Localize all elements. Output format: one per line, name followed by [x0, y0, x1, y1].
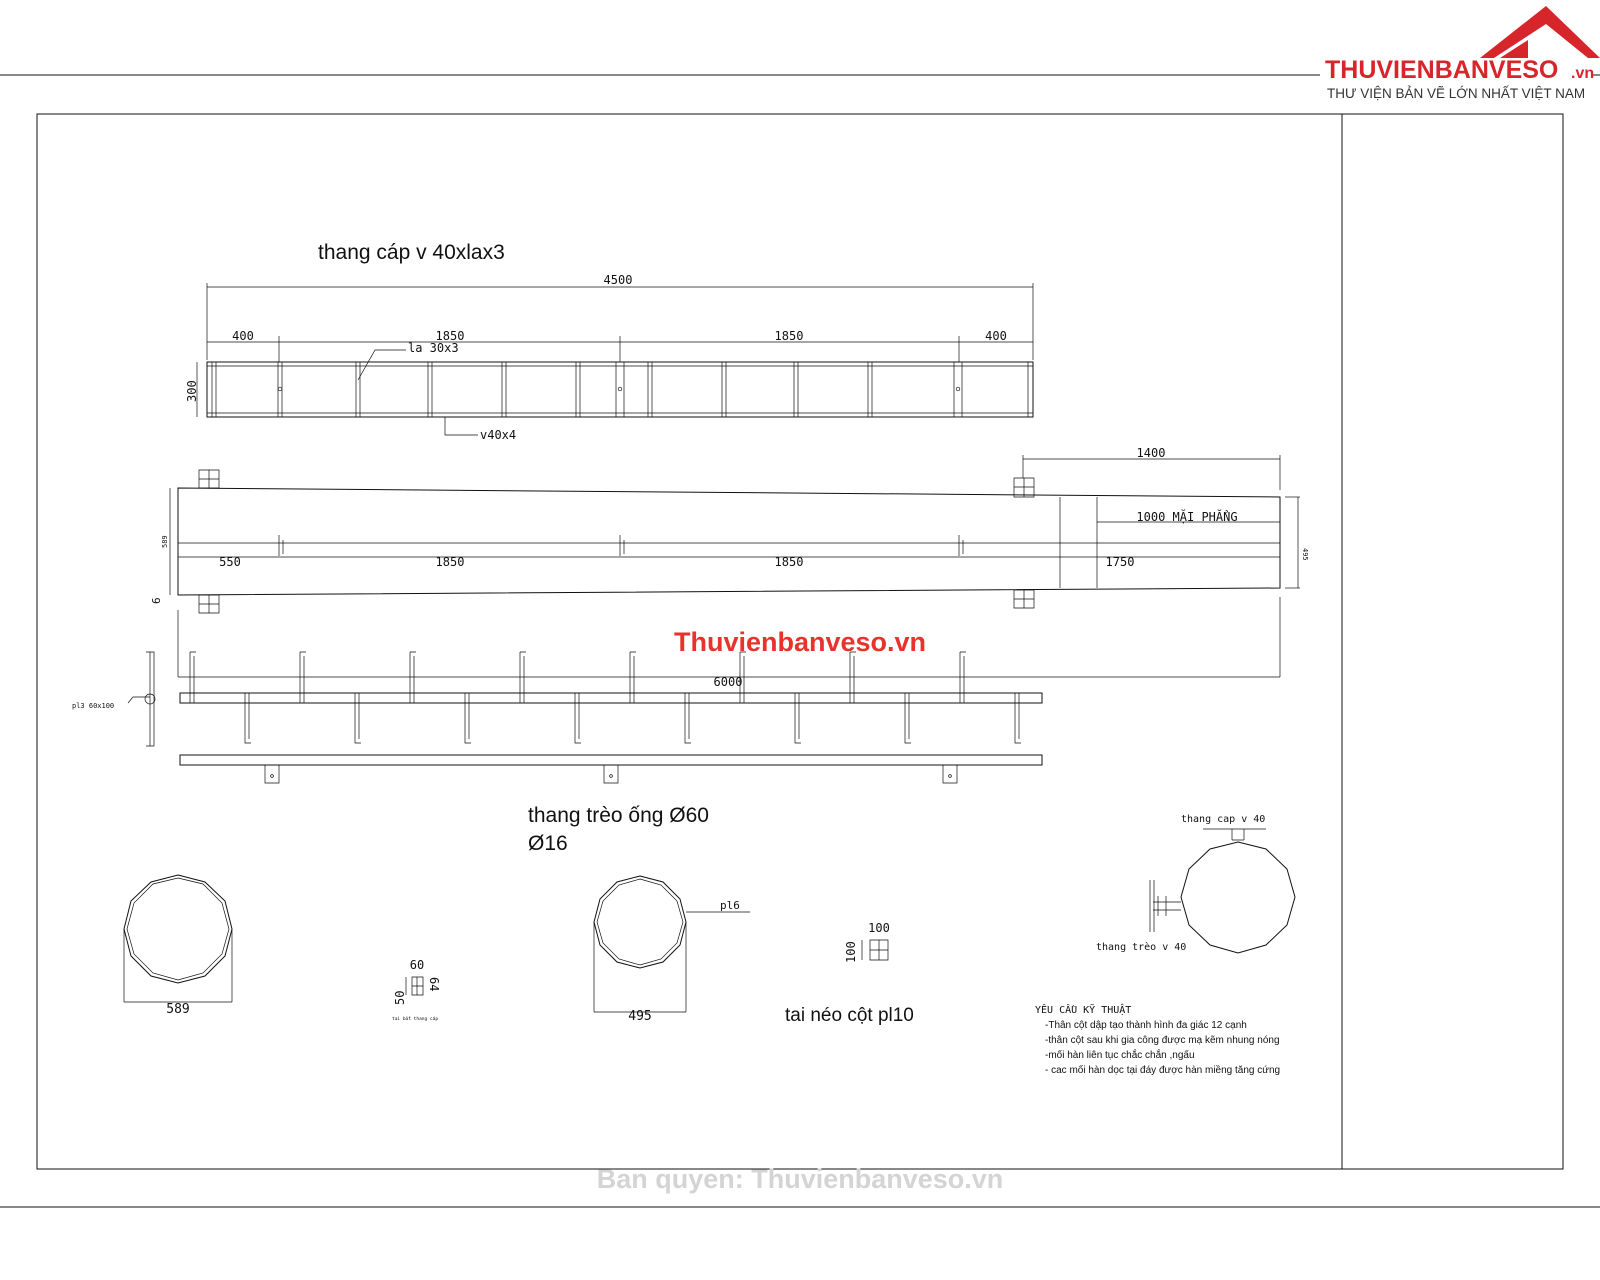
climbing-ladder: [72, 652, 1042, 855]
dim-seg-3: 1850: [774, 329, 804, 343]
dim-589-side: 589: [161, 535, 169, 548]
ladder-brackets: [265, 765, 957, 783]
ladder-rungs: [212, 362, 1028, 417]
guy-title: tai néo cột pl10: [785, 1005, 914, 1026]
brand-tagline: THƯ VIỆN BẢN VẼ LỚN NHẤT VIỆT NAM: [1327, 86, 1586, 101]
dim-seg-4: 400: [985, 329, 1007, 343]
dim-495-side: 495: [1301, 548, 1309, 561]
dim-1400: 1400: [1136, 446, 1166, 460]
label-side-ladder: thang trèo v 40: [1096, 942, 1187, 953]
section-large: [124, 875, 232, 1017]
brand-logo: [1325, 6, 1600, 101]
dim-seg-2: 1850: [435, 329, 465, 343]
req-title: YÊU CẦU KỸ THUẬT: [1035, 1005, 1132, 1016]
tab-h-64: 64: [427, 977, 441, 992]
dim-300: 300: [185, 380, 199, 402]
cable-ladder-plan: [185, 241, 1033, 442]
label-top-ladder: thang cap v 40: [1181, 814, 1266, 825]
section-assembly: [1096, 814, 1295, 953]
tab-w-60: 60: [409, 958, 425, 972]
climbing-steps: [190, 652, 1021, 743]
dim-6: 6: [150, 597, 163, 604]
guy-plate-detail: [785, 921, 914, 1026]
label-rail: v40x4: [480, 428, 517, 442]
brand-name: THUVIENBANVESO: [1325, 56, 1559, 84]
req-item-2: -thân cột sau khi gia công được mạ kẽm nhung nóng: [1045, 1035, 1280, 1046]
tab-caption: tai bắt thang cáp: [392, 1017, 439, 1022]
pole-seg-4: 1750: [1105, 555, 1135, 569]
guy-w-100: 100: [868, 921, 890, 935]
ladder-tab-detail: [392, 958, 441, 1022]
dim-6000: 6000: [713, 675, 743, 689]
req-item-3: -mối hàn liên tục chắc chắn ,ngấu: [1045, 1050, 1195, 1061]
tab-h-50: 50: [393, 990, 407, 1005]
technical-requirements: [1035, 1003, 1280, 1076]
watermark-footer: Ban quyen: Thuvienbanveso.vn: [596, 1164, 1004, 1194]
dim-4500: 4500: [603, 273, 633, 287]
dia-495: 495: [628, 1009, 652, 1024]
cable-ladder-title: thang cáp v 40xlax3: [318, 241, 505, 264]
climbing-subtitle: Ø16: [528, 832, 568, 855]
label-flat: 1000 MẶI PHẲNG: [1136, 510, 1238, 524]
climbing-title: thang trèo ống Ø60: [528, 804, 709, 827]
guy-h-100: 100: [844, 941, 858, 963]
label-pl6: pl6: [720, 899, 740, 912]
label-rung: la 30x3: [408, 341, 459, 355]
pole-body: [178, 488, 1280, 595]
pole-seg-1: 550: [219, 555, 241, 569]
dim-seg-1: 400: [232, 329, 254, 343]
pole-seg-2: 1850: [435, 555, 465, 569]
brand-suffix: .vn: [1571, 65, 1595, 82]
section-small: [594, 876, 750, 1024]
pole-seg-3: 1850: [774, 555, 804, 569]
req-item-4: - cac mối hàn dọc tại đáy được hàn miềng tăng cứng: [1045, 1065, 1281, 1076]
req-item-1: -Thân cột dập tạo thành hình đa giác 12 cạnh: [1045, 1020, 1247, 1031]
dia-589: 589: [166, 1002, 190, 1017]
roof-icon: [1480, 6, 1600, 58]
plate-label-pl3: pl3 60x100: [72, 702, 115, 710]
ladder-outline: [207, 362, 1033, 417]
watermark-center: Thuvienbanveso.vn: [673, 627, 927, 657]
